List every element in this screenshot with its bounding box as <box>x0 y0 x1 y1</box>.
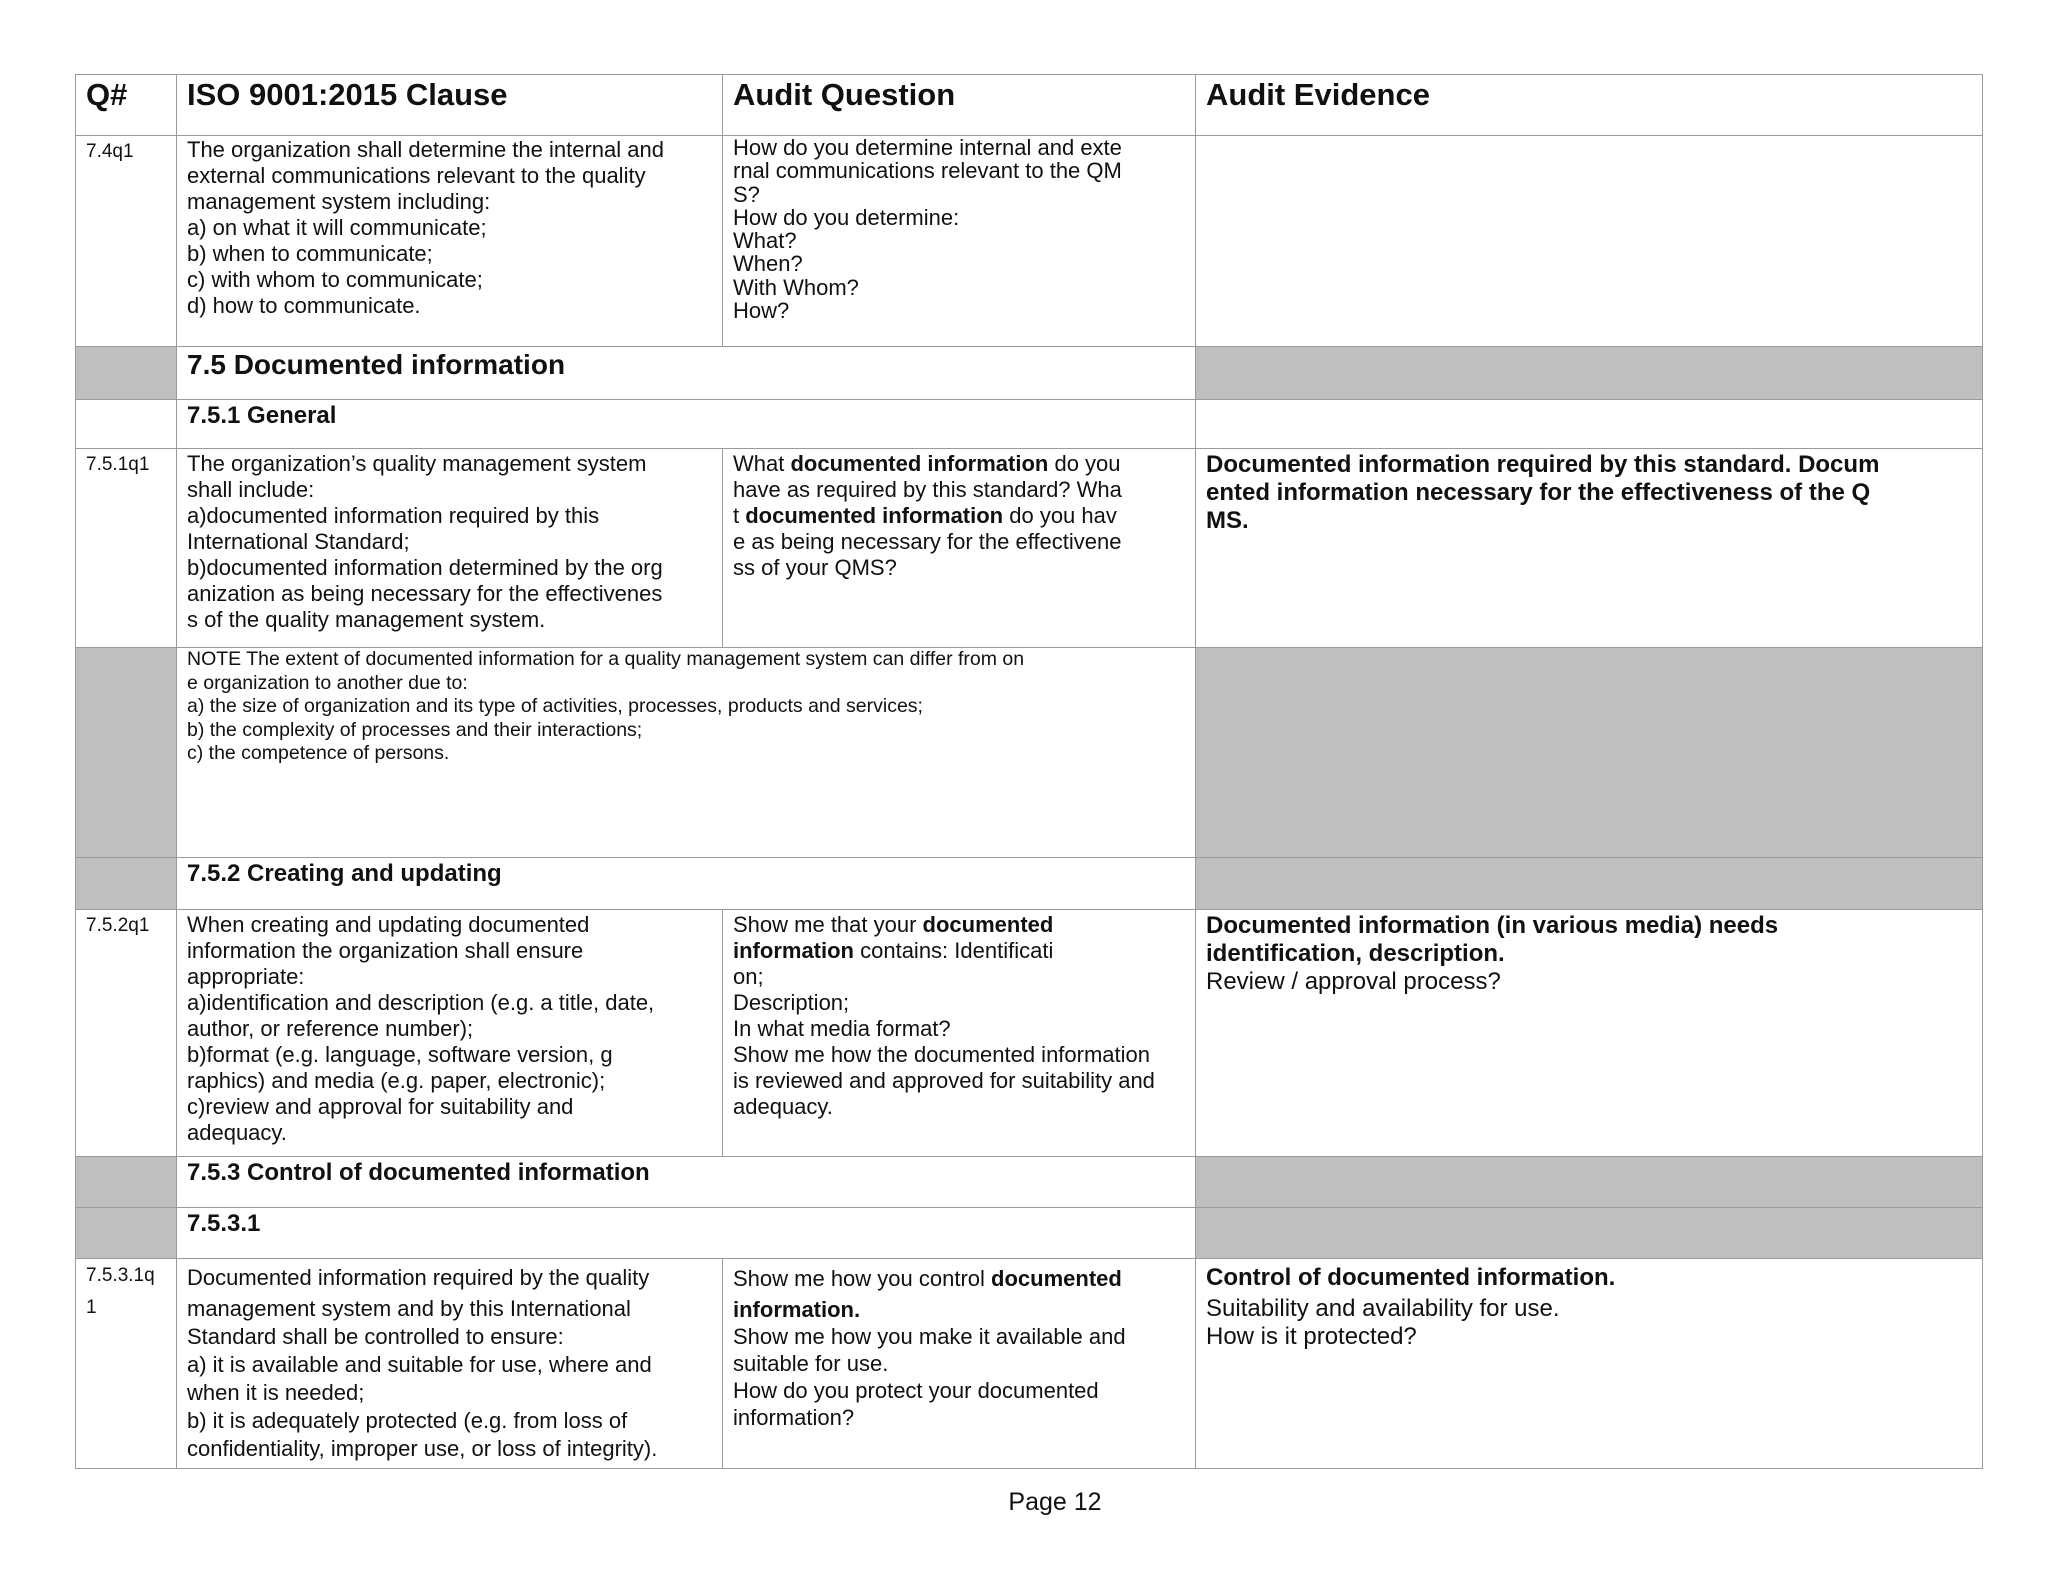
question-id: 7.4q1 <box>76 136 177 347</box>
section-heading: 7.5.3 Control of documented information <box>177 1157 1196 1208</box>
header-question: Audit Question <box>723 75 1196 136</box>
clause-text: Documented information required by the quality management system and by this International Standard shall be controlled to ensure: a) it is available and suitable for use, where and when it is needed; b) it is adequately protected (e.g. from loss of confidentiality, improper use, or loss of integrity). <box>177 1259 723 1469</box>
audit-question-text: Show me how you control documented information. Show me how you make it available and suitable for use. How do you protect your documented information? <box>723 1259 1196 1469</box>
audit-question-text: Show me that your documented information contains: Identificati on; Description; In what media format? Show me how the documented information is reviewed and approved for suitability and adequacy. <box>723 910 1196 1157</box>
audit-evidence-cell <box>1196 136 1983 347</box>
audit-question-text: How do you determine internal and exte rnal communications relevant to the QM S? How do you determine: What? When? With Whom? How? <box>723 136 1196 347</box>
section-row <box>76 858 1983 910</box>
section-heading: 7.5.1 General <box>177 400 1196 449</box>
table-row <box>76 910 1983 1157</box>
table-row <box>76 1259 1983 1469</box>
note-text: NOTE The extent of documented information for a quality management system can differ from on e organization to another due to: a) the size of organization and its type of activities, processes, products and services; b) the complexity of processes and their interactions; c) the competence of persons. <box>177 648 1196 858</box>
header-evidence: Audit Evidence <box>1196 75 1983 136</box>
section-row <box>76 400 1983 449</box>
section-row <box>76 1157 1983 1208</box>
table-header-row <box>76 75 1983 136</box>
table-row <box>76 136 1983 347</box>
clause-text: The organization’s quality management system shall include: a)documented information required by this International Standard; b)documented information determined by the org anization as being necessary for the effectivenes s of the quality management system. <box>177 449 723 648</box>
question-id: 7.5.3.1q 1 <box>76 1259 177 1469</box>
note-row <box>76 648 1983 858</box>
clause-text: When creating and updating documented information the organization shall ensure appropriate: a)identification and description (e.g. a title, date, author, or reference number); b)format (e.g. language, software version, g raphics) and media (e.g. paper, electronic); c)review and approval for suitability and adequacy. <box>177 910 723 1157</box>
header-clause: ISO 9001:2015 Clause <box>177 75 723 136</box>
section-heading: 7.5 Documented information <box>177 347 1196 400</box>
audit-evidence-text: Documented information (in various media) needs identification, description. Review / approval process? <box>1196 910 1983 1157</box>
audit-evidence-text: Documented information required by this standard. Docum ented information necessary for the effectiveness of the Q MS. <box>1196 449 1983 648</box>
table-row <box>76 449 1983 648</box>
audit-question-text: What documented information do you have as required by this standard? Wha t documented information do you hav e as being necessary for the effectivene ss of your QMS? <box>723 449 1196 648</box>
section-heading: 7.5.2 Creating and updating <box>177 858 1196 910</box>
audit-checklist-table <box>75 74 1983 1469</box>
section-row <box>76 347 1983 400</box>
question-id: 7.5.1q1 <box>76 449 177 648</box>
clause-text: The organization shall determine the internal and external communications relevant to the quality management system including: a) on what it will communicate; b) when to communicate; c) with whom to communicate; d) how to communicate. <box>177 136 723 347</box>
page-number: Page 12 <box>1008 1488 1102 1516</box>
audit-evidence-text: Control of documented information. Suitability and availability for use. How is it protected? <box>1196 1259 1983 1469</box>
question-id: 7.5.2q1 <box>76 910 177 1157</box>
header-qnum: Q# <box>76 75 177 136</box>
section-row <box>76 1208 1983 1259</box>
section-heading: 7.5.3.1 <box>177 1208 1196 1259</box>
